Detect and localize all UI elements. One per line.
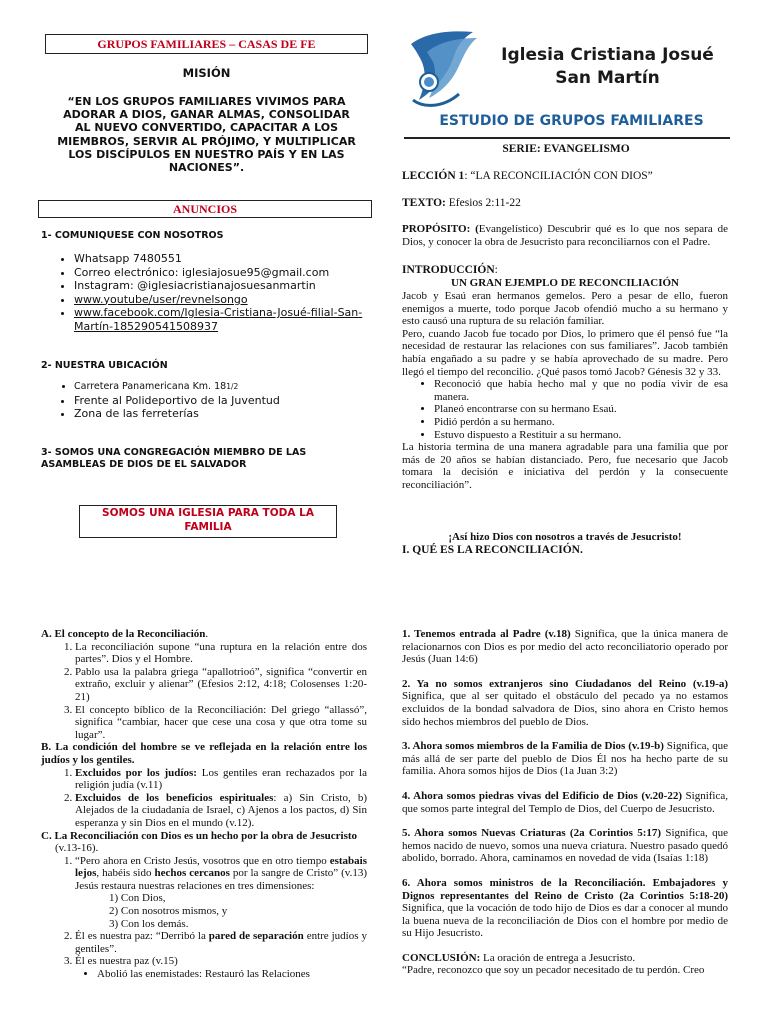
benefit-point: 4. Ahora somos piedras vivas del Edificio de Dios (v.20-22) Significa, que somos parte integral del Templo de Dios, del Cuerpo de Jesucristo. [402, 789, 729, 815]
mision-text: “EN LOS GRUPOS FAMILIARES VIVIMOS PARA ADORAR A DIOS, GANAR ALMAS, CONSOLIDAR AL NUEVO CONVERTIDO, CAPACITAR A LOS MIEMBROS, SERVIR AL PRÓJIMO, Y MULTIPLICAR LOS DISCÍPULOS EN NUESTRO PAÍS Y EN LAS NACIONES”. [57, 95, 356, 175]
concept-item: 2. Pablo usa la palabra griega “apallotrioó”, significa “convertir en extraño, excluir y alienar” (Efesios 2:12, 4:18; Colosenses 1:20-21) [75, 666, 367, 704]
intro-step: • Estuvo dispuesto a Restituir a su hermano. [434, 429, 728, 442]
dimension-item: 3) Con los demás. [109, 917, 189, 930]
facebook-link[interactable]: www.facebook.com/Iglesia-Cristiana-Josué-filial-San-Martín-185290541508937 [74, 306, 363, 333]
reconciliation-item: 2. Él es nuestra paz: “Derribó la pared de separación entre judíos y gentiles”. [75, 930, 367, 955]
peace-subitem: • Abolió las enemistades: Restauró las Relaciones [97, 968, 367, 981]
contact-email: • Correo electrónico: iglesiajosue95@gmail.com [74, 266, 382, 280]
condition-item: 2. Excluidos de los beneficios espirituales: a) Sin Cristo, b) Alejados de la ciudadanía de Israel, c) Ajenos a los pactos, d) Sin esperanza y sin Dios en el mundo (v.12). [75, 792, 367, 830]
benefits-section [402, 628, 728, 977]
intro-paragraph-2: Pero, cuando Jacob fue tocado por Dios, lo primero que él pensó fue “la necesidad de restaurar las relaciones con sus familiares”. Jacob también había engañado a su padre y se había aprovechado de su madre. Pero llegó el tiempo del reconcilio. ¿Qué pasos tomó Jacob? Génesis 32 y 33. [402, 327, 728, 378]
section-title-congregation: 3- SOMOS UNA CONGREGACIÓN MIEMBRO DE LAS ASAMBLEAS DE DIOS DE EL SALVADOR [41, 447, 307, 470]
church-logo [405, 28, 730, 134]
condition-item: 1. Excluidos por los judíos: Los gentiles eran rechazados por la religión judía (v.11) [75, 767, 367, 792]
intro-paragraph-1: Jacob y Esaú eran hermanos gemelos. Pero a pesar de ello, fueron enemigos a muerte, todo porque Jacob ofendió mucho a su hermano y esto causó una ruptura de su relación familiar. [402, 290, 728, 328]
location-list [52, 380, 382, 421]
contact-list [52, 252, 382, 333]
intro-body [402, 290, 728, 492]
section-I-title: I. QUÉ ES LA RECONCILIACIÓN. [402, 544, 583, 556]
section-title-location: 2- NUESTRA UBICACIÓN [41, 360, 168, 371]
logo-divider [404, 137, 730, 139]
lesson-line: LECCIÓN 1: “LA RECONCILIACIÓN CON DIOS” [402, 170, 653, 182]
intro-step: • Planeó encontrarse con su hermano Esaú. [434, 403, 728, 416]
dimension-item: 2) Con nosotros mismos, y [109, 905, 228, 918]
proposito-paragraph: PROPÓSITO: (Evangelístico) Descubrir qué es lo que nos separa de Dios, y conocer la obra de Jesucristo para reconciliarnos con el Padre. [402, 223, 728, 248]
intro-label: INTRODUCCIÓN: [402, 264, 498, 276]
concept-section: A. El concepto de la Reconciliación. 1. La reconciliación supone “una ruptura en la relación entre dos partes”. Dios y el Hombre. 2. Pablo usa la palabra griega “apallotrioó”, significa “convertir en extraño, excluir y alienar” (Efesios 2:12, 4:18; Colosenses 1:20-21) 3. El concepto bíblico de la Reconciliación: Del griego “allassó”, significa “cambiar, hacer que cese una cosa y que otra tome su lugar”. B. La condición del hombre se ve reflejada en la relación entre los judíos y los gentiles. 1. Excluidos por los judíos: Los gentiles eran rechazados por la religión judía (v.11) 2. Excluidos de los beneficios espirituales: a) Sin Cristo, b) Alejados de la ciudadanía de Israel, c) Ajenos a los pactos, d) Sin esperanza y sin Dios en el mundo (v.12). C. La Reconciliación con Dios es un hecho por la obra de Jesucristo (v.13-16). 1. “Pero ahora en Cristo Jesús, vosotros que en otro tiempo estabais lejos, habéis sido hechos cercanos por la sangre de Cristo” (v.13) Jesús restaura nuestras relaciones en tres dimensiones: 1) Con Dios, 2) Con nosotros mismos, y 3) Con los demás. 2. Él es nuestra paz: “Derribó la pared de separación entre judíos y gentiles”. 3. Él es nuestra paz (v.15) • Abolió las enemistades: Restauró las Relaciones [41, 628, 367, 981]
benefit-point: 3. Ahora somos miembros de la Familia de Dios (v.19-b) Significa, que más allá de ser parte del pueblo de Dios Él nos ha hecho parte de su familia. Ahora somos hijos de Dios (1a Juan 3:2) [402, 740, 728, 778]
intro-step: • Reconoció que había hecho mal y que no podía vivir de esa manera. [434, 378, 728, 403]
benefit-point: 5. Ahora somos Nuevas Criaturas (2a Corintios 5:17) Significa, que hemos nacido de nuevo, somos una nueva criatura. Nuestro pasado quedó abolido, borrado. Ahora, caminamos en novedad de vida (Isaías 1:18) [402, 827, 728, 865]
section-C-ref: (v.13-16). [55, 842, 99, 855]
intro-subtitle: UN GRAN EJEMPLO DE RECONCILIACIÓN [451, 277, 679, 289]
contact-whatsapp: • Whatsapp 7480551 [74, 252, 382, 266]
anuncios-box: ANUNCIOS [38, 200, 372, 218]
location-front: • Frente al Polideportivo de la Juventud [74, 394, 382, 408]
dimension-item: 1) Con Dios, [109, 892, 166, 905]
texto-line: TEXTO: Efesios 2:11-22 [402, 197, 521, 209]
benefit-point: 6. Ahora somos ministros de la Reconciliación. Embajadores y Dignos representantes del Reino de Cristo (2a Corintios 5:18-20) Significa, que la vocación de todo hijo de Dios es dar a conocer al mundo la buena nueva de la reconciliación de Dios con el hombre por medio de su Hijo Jesucristo. [402, 876, 728, 940]
location-zone: • Zona de las ferreterías [74, 407, 382, 421]
section-title-contact: 1- COMUNIQUESE CON NOSOTROS [41, 230, 224, 241]
intro-paragraph-3: La historia termina de una manera agradable para una familia que por más de 20 años se habían distanciado. Pero, fue necesario que Jacob tomara la decisión e iniciativa del perdón y la consecuente reconciliación”. [402, 441, 728, 491]
asi-hizo-line: ¡Así hizo Dios con nosotros a través de Jesucristo! [448, 531, 682, 543]
reconciliation-item: 1. “Pero ahora en Cristo Jesús, vosotros que en otro tiempo estabais lejos, habéis sido hechos cercanos por la sangre de Cristo” (v.13) Jesús restaura nuestras relaciones en tres dimensiones: 1) Con Dios, 2) Con nosotros mismos, y 3) Con los demás. [75, 855, 367, 931]
concept-item: 3. El concepto bíblico de la Reconciliación: Del griego “allassó”, significa “cambiar, hacer que cese una cosa y que otra tome su lugar”. [75, 704, 367, 742]
study-subtitle: ESTUDIO DE GRUPOS FAMILIARES [439, 113, 704, 129]
location-road: • Carretera Panamericana Km. 181/2 [74, 380, 382, 394]
facebook-link-item[interactable] [74, 306, 382, 333]
header-box: GRUPOS FAMILIARES – CASAS DE FE [45, 34, 368, 54]
family-box: SOMOS UNA IGLESIA PARA TODA LA FAMILIA [79, 505, 337, 538]
conclusion-prayer: “Padre, reconozco que soy un pecador necesitado de tu perdón. Creo [402, 964, 705, 977]
intro-step: • Pidió perdón a su hermano. [434, 416, 728, 429]
concept-item: 1. La reconciliación supone “una ruptura en la relación entre dos partes”. Dios y el Hombre. [75, 641, 367, 666]
reconciliation-item: 3. Él es nuestra paz (v.15) • Abolió las enemistades: Restauró las Relaciones [75, 955, 367, 980]
contact-instagram: • Instagram: @iglesiacristianajosuesanmartin [74, 279, 382, 293]
dove-globe-icon [407, 28, 482, 110]
mision-title: MISIÓN [182, 66, 231, 80]
youtube-link-item[interactable] [74, 293, 382, 307]
youtube-link[interactable]: www.youtube/user/revnelsongo [74, 292, 248, 306]
section-C-title: C. La Reconciliación con Dios es un hecho por la obra de Jesucristo [41, 829, 358, 842]
benefit-point: 2. Ya no somos extranjeros sino Ciudadanos del Reino (v.19-a) Significa, que al ser quitado el obstáculo del pecado ya no estamos excluidos de la bondad salvadora de Dios, sino ahora en Cristo hemos sido hechos miembros del pueblo de Dios. [402, 677, 728, 728]
church-name: Iglesia Cristiana Josué San Martín [501, 45, 714, 88]
serie-label: SERIE: EVANGELISMO [502, 143, 630, 155]
section-B-title: B. La condición del hombre se ve reflejada en la relación entre los judíos y los gentiles. [41, 741, 367, 766]
section-A-title: A. El concepto de la Reconciliación [41, 628, 206, 640]
conclusion: CONCLUSIÓN: La oración de entrega a Jesucristo. [402, 951, 636, 964]
benefit-point: 1. Tenemos entrada al Padre (v.18) Significa, que la única manera de relacionarnos con Dios es por medio del acto reconciliatorio operado por Jesús (Juan 14:6) [402, 628, 729, 666]
